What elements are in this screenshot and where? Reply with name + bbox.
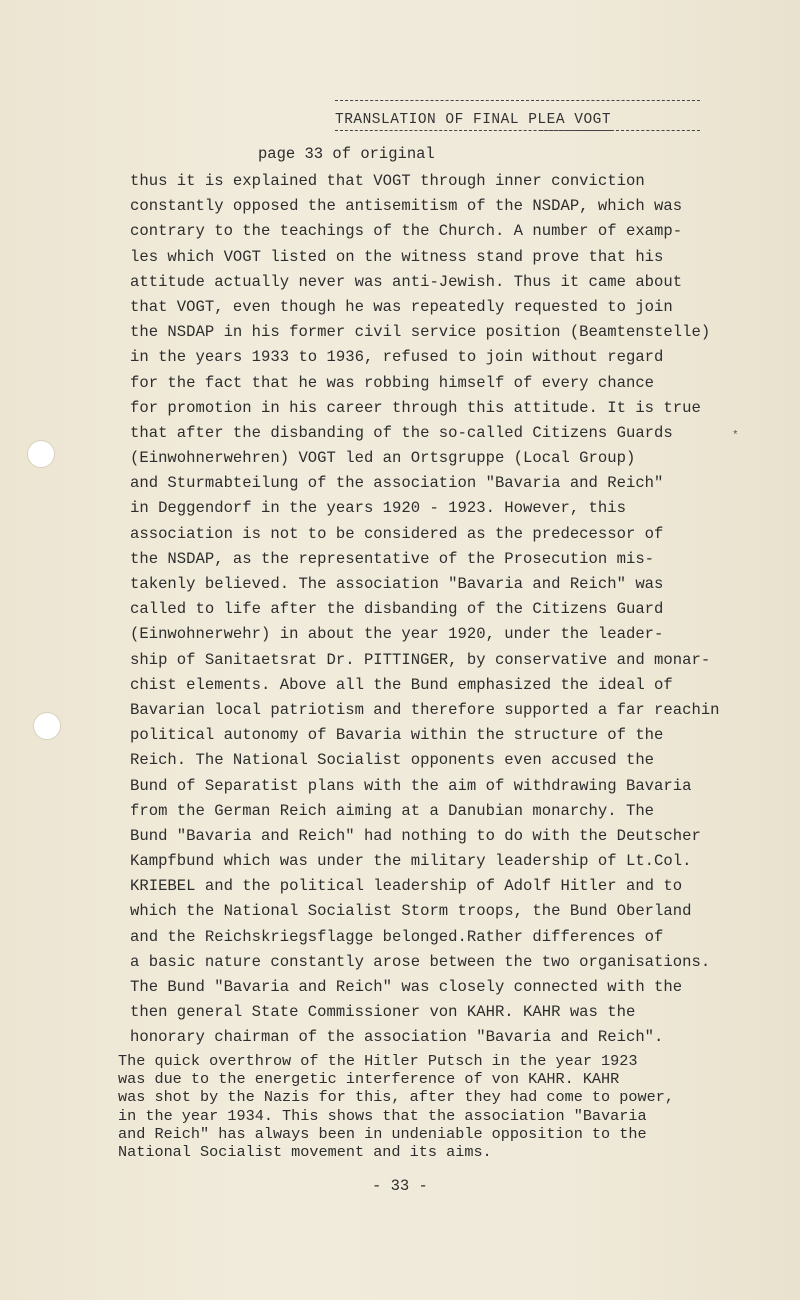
header-rule [540, 130, 700, 131]
text-line: which the National Socialist Storm troops, the Bund Oberland [130, 902, 692, 921]
text-line: Bund "Bavaria and Reich" had nothing to do with the Deutscher [130, 826, 701, 845]
text-line: ship of Sanitaetsrat Dr. PITTINGER, by conservative and monar- [130, 650, 711, 669]
text-line: Bavarian local patriotism and therefore supported a far reachin [130, 700, 720, 719]
text-line: Bund of Separatist plans with the aim of withdrawing Bavaria [130, 776, 692, 795]
text-line: in the year 1934. This shows that the association "Bavaria [118, 1106, 647, 1125]
text-line: and Reich" has always been in undeniable opposition to the [118, 1124, 647, 1143]
text-line: called to life after the disbanding of the Citizens Guard [130, 600, 664, 619]
text-line: honorary chairman of the association "Bavaria and Reich". [130, 1028, 664, 1047]
text-line: association is not to be considered as the predecessor of [130, 524, 664, 543]
header-rule [335, 100, 700, 101]
text-line: The quick overthrow of the Hitler Putsch in the year 1923 [118, 1052, 638, 1070]
text-line: then general State Commissioner von KAHR. KAHR was the [130, 1003, 636, 1022]
text-line: chist elements. Above all the Bund emphasized the ideal of [130, 675, 673, 694]
text-line: takenly believed. The association "Bavaria and Reich" was [130, 575, 664, 593]
punch-hole [33, 712, 61, 740]
text-line: for promotion in his career through this attitude. It is true [130, 398, 701, 417]
page-reference: page 33 of original [258, 145, 435, 163]
text-line: a basic nature constantly arose between the two organisations. [130, 952, 711, 971]
text-line: in Deggendorf in the years 1920 - 1923. However, this [130, 499, 626, 518]
body-text [130, 169, 790, 1051]
text-line: Reich. The National Socialist opponents even accused the [130, 751, 655, 770]
punch-hole [27, 440, 55, 468]
margin-mark: * [732, 430, 739, 442]
text-line: attitude actually never was anti-Jewish. Thus it came about [130, 272, 683, 291]
document-title: TRANSLATION OF FINAL PLEA VOGT [335, 112, 612, 128]
text-line: thus it is explained that VOGT through inner conviction [130, 172, 645, 190]
text-line: constantly opposed the antisemitism of the NSDAP, which was [130, 197, 683, 216]
text-line: from the German Reich aiming at a Danubian monarchy. The [130, 801, 655, 820]
text-line: The Bund "Bavaria and Reich" was closely connected with the [130, 978, 683, 996]
page-number: - 33 - [372, 1177, 428, 1195]
closing-paragraph [118, 1052, 798, 1161]
text-line: Kampfbund which was under the military leadership of Lt.Col. [130, 852, 692, 871]
text-line: the NSDAP, as the representative of the Prosecution mis- [130, 549, 655, 568]
text-line: National Socialist movement and its aims. [118, 1142, 492, 1161]
text-line: les which VOGT listed on the witness stand prove that his [130, 247, 664, 266]
text-line: and Sturmabteilung of the association "Bavaria and Reich" [130, 474, 664, 493]
text-line: (Einwohnerwehren) VOGT led an Ortsgruppe (Local Group) [130, 449, 636, 468]
text-line: KRIEBEL and the political leadership of Adolf Hitler and to [130, 877, 683, 896]
text-line: political autonomy of Bavaria within the structure of the [130, 726, 664, 745]
text-line: contrary to the teachings of the Church. A number of examp- [130, 222, 683, 241]
text-line: and the Reichskriegsflagge belonged.Rather differences of [130, 927, 664, 946]
text-line: was shot by the Nazis for this, after they had come to power, [118, 1088, 674, 1107]
text-line: in the years 1933 to 1936, refused to join without regard [130, 348, 664, 367]
text-line: was due to the energetic interference of von KAHR. KAHR [118, 1070, 620, 1089]
text-line: the NSDAP in his former civil service position (Beamtenstelle) [130, 323, 711, 342]
text-line: that after the disbanding of the so-called Citizens Guards [130, 423, 673, 442]
text-line: (Einwohnerwehr) in about the year 1920, under the leader- [130, 625, 664, 644]
text-line: for the fact that he was robbing himself of every chance [130, 373, 655, 392]
text-line: that VOGT, even though he was repeatedly requested to join [130, 297, 673, 316]
